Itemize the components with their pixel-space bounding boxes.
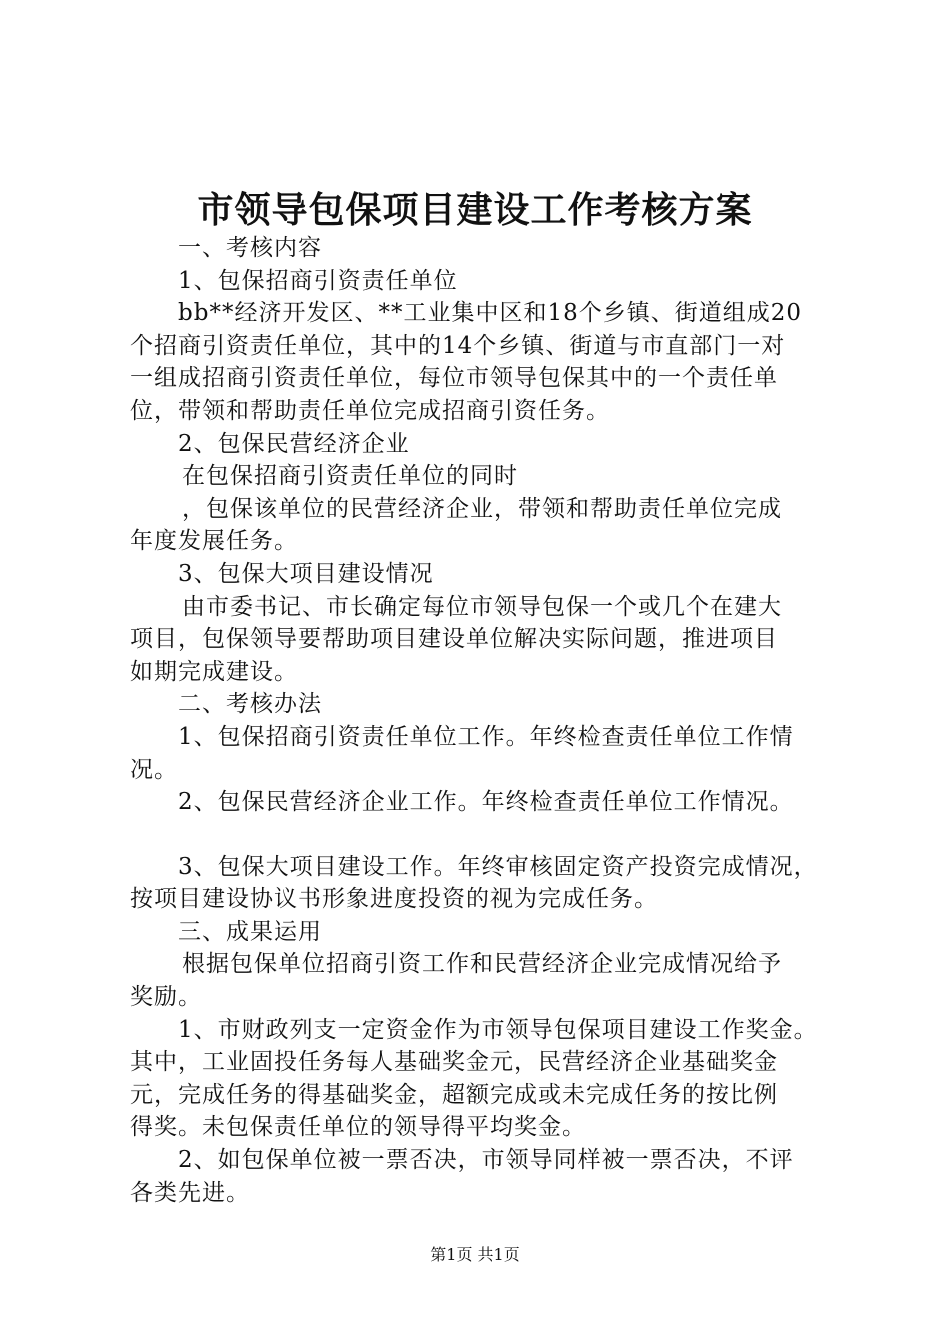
paragraph-line: 项目，包保领导要帮助项目建设单位解决实际问题，推进项目 (130, 626, 778, 653)
subsection-heading: 3、包保大项目建设情况 (178, 560, 434, 587)
paragraph-line: 位，带领和帮助责任单位完成招商引资任务。 (130, 397, 610, 424)
paragraph-line: 如期完成建设。 (130, 658, 298, 685)
section-heading: 二、考核办法 (178, 691, 322, 718)
document-title: 市领导包保项目建设工作考核方案 (197, 189, 753, 231)
paragraph-line: ，包保该单位的民营经济企业，带领和帮助责任单位完成 (182, 495, 782, 522)
paragraph-line: 根据包保单位招商引资工作和民营经济企业完成情况给予 (182, 951, 782, 978)
subsection-heading: 2、包保民营经济企业 (178, 430, 410, 457)
paragraph-line: 奖励。 (130, 984, 202, 1011)
section-heading: 三、成果运用 (178, 918, 322, 945)
paragraph-line: 在包保招商引资责任单位的同时 (182, 463, 518, 490)
blank-line (130, 819, 830, 851)
subsection-heading: 1、包保招商引资责任单位 (178, 267, 458, 294)
section-heading: 一、考核内容 (178, 235, 322, 261)
paragraph-line: 3、包保大项目建设工作。年终审核固定资产投资完成情况， (178, 853, 818, 880)
paragraph-line: 年度发展任务。 (130, 528, 298, 555)
paragraph-line: 由市委书记、市长确定每位市领导包保一个或几个在建大 (182, 593, 782, 620)
page-footer: 第1页 共1页 (430, 1245, 520, 1264)
paragraph-line: bb**经济开发区、**工业集中区和18个乡镇、街道组成20 (178, 300, 802, 327)
paragraph-line: 得奖。未包保责任单位的领导得平均奖金。 (130, 1114, 586, 1141)
paragraph-line: 况。 (130, 756, 178, 783)
paragraph-line: 其中，工业固投任务每人基础奖金元，民营经济企业基础奖金 (130, 1049, 778, 1076)
paragraph-line: 按项目建设协议书形象进度投资的视为完成任务。 (130, 886, 658, 913)
paragraph-line: 1、包保招商引资责任单位工作。年终检查责任单位工作情 (178, 723, 794, 750)
paragraph-line: 个招商引资责任单位，其中的14个乡镇、街道与市直部门一对 (130, 332, 786, 359)
paragraph-line: 一组成招商引资责任单位，每位市领导包保其中的一个责任单 (130, 365, 778, 392)
paragraph-line: 2、如包保单位被一票否决，市领导同样被一票否决，不评 (178, 1147, 794, 1174)
paragraph-line: 2、包保民营经济企业工作。年终检查责任单位工作情况。 (178, 789, 794, 816)
document-body (130, 232, 830, 1209)
paragraph-line: 各类先进。 (130, 1179, 250, 1206)
paragraph-line: 1、市财政列支一定资金作为市领导包保项目建设工作奖金。 (178, 1016, 818, 1043)
paragraph-line: 元，完成任务的得基础奖金，超额完成或未完成任务的按比例 (130, 1081, 778, 1108)
